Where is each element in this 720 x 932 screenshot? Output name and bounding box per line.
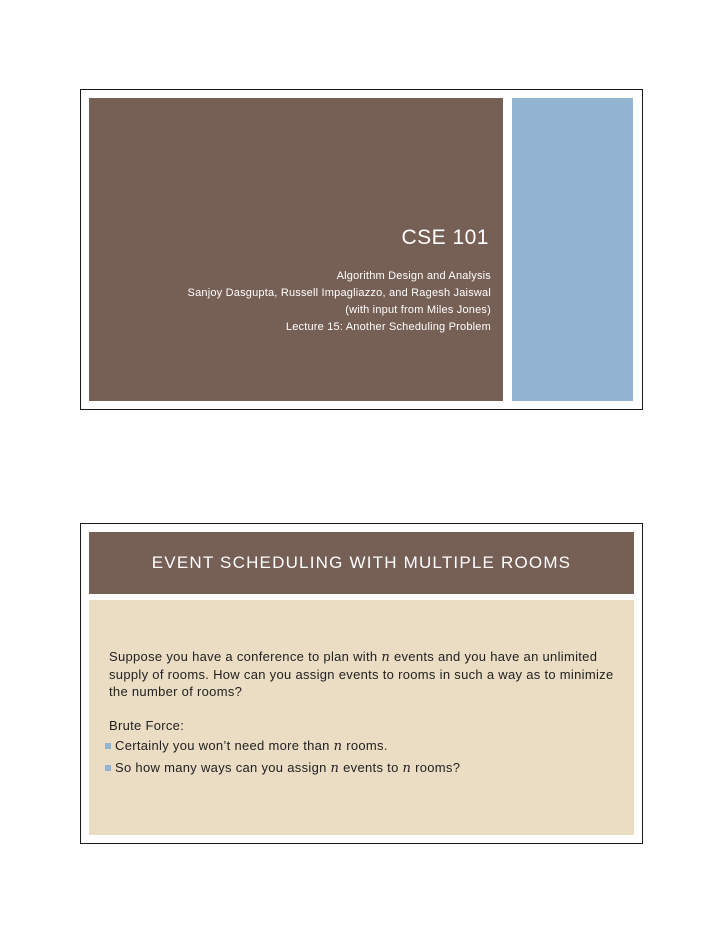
math-variable: n bbox=[402, 761, 412, 776]
bullet-square-icon bbox=[105, 743, 111, 749]
intro-paragraph bbox=[109, 648, 621, 700]
slide-body bbox=[109, 648, 621, 781]
slide-heading: EVENT SCHEDULING WITH MULTIPLE ROOMS bbox=[151, 553, 572, 572]
bullet-text: Certainly you won’t need more than n rooms. bbox=[115, 738, 388, 754]
subtitle-line-authors: Sanjoy Dasgupta, Russell Impagliazzo, and Ragesh Jaiswal bbox=[187, 287, 491, 299]
accent-panel bbox=[512, 98, 633, 401]
subtitle-line-course: Algorithm Design and Analysis bbox=[336, 270, 491, 282]
title-panel bbox=[89, 98, 503, 401]
math-variable: n bbox=[330, 761, 340, 776]
bullet-square-icon bbox=[105, 765, 111, 771]
intro-text-start: Suppose you have a conference to plan with bbox=[109, 649, 382, 664]
brute-force-label: Brute Force: bbox=[109, 718, 185, 733]
slide-header bbox=[89, 532, 634, 594]
course-subtitle bbox=[188, 268, 491, 336]
content-slide bbox=[80, 523, 643, 844]
subtitle-line-credit: (with input from Miles Jones) bbox=[345, 304, 491, 316]
subtitle-line-lecture: Lecture 15: Another Scheduling Problem bbox=[285, 321, 491, 333]
content-panel bbox=[89, 600, 634, 835]
bullet-item bbox=[105, 737, 621, 755]
title-slide bbox=[80, 89, 643, 410]
bullet-text: So how many ways can you assign n events to n rooms? bbox=[115, 760, 461, 776]
math-variable: n bbox=[381, 650, 391, 665]
bullet-item bbox=[105, 759, 621, 777]
math-variable: n bbox=[333, 739, 343, 754]
course-title: CSE 101 bbox=[401, 226, 489, 249]
intro-text-end: events and you have an unlimited supply of rooms. How can you assign events to rooms in such a way as to minimize the number of rooms? bbox=[109, 649, 614, 699]
